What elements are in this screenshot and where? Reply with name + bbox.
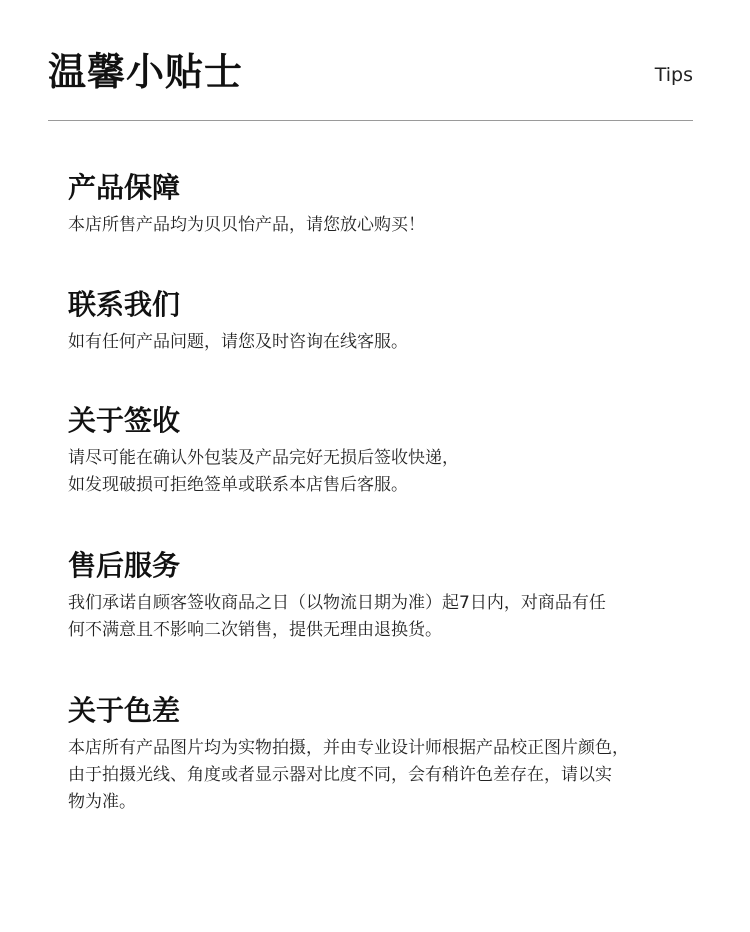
section-contact-us [68, 287, 700, 356]
section-product-guarantee [68, 170, 700, 239]
section-color-difference [68, 693, 700, 816]
section-title: 关于色差 [68, 694, 181, 727]
section-body-line: 请尽可能在确认外包装及产品完好无损后签收快递， [68, 448, 459, 468]
section-body-line: 由于拍摄光线、角度或者显示器对比度不同，会有稍许色差存在，请以实 [68, 765, 612, 785]
section-title: 关于签收 [68, 404, 181, 437]
section-title: 产品保障 [68, 171, 181, 204]
section-body [68, 445, 700, 499]
section-body [68, 590, 700, 644]
section-body-line: 如发现破损可拒绝签单或联系本店售后客服。 [68, 475, 408, 495]
section-body-line: 何不满意且不影响二次销售，提供无理由退换货。 [68, 620, 442, 640]
section-body [68, 735, 700, 816]
tips-header [48, 48, 693, 121]
section-body-line: 本店所有产品图片均为实物拍摄，并由专业设计师根据产品校正图片颜色， [68, 738, 629, 758]
page-title: 温馨小贴士 [48, 50, 244, 94]
section-after-sales [68, 548, 700, 644]
section-title: 售后服务 [68, 549, 181, 582]
section-body-line: 物为准。 [68, 792, 136, 812]
section-body-line: 如有任何产品问题，请您及时咨询在线客服。 [68, 332, 408, 352]
section-about-receipt [68, 403, 700, 499]
section-title: 联系我们 [68, 288, 181, 321]
section-body-line: 本店所售产品均为贝贝怡产品，请您放心购买！ [68, 215, 425, 235]
section-body [68, 212, 700, 239]
section-body [68, 329, 700, 356]
section-body-line: 我们承诺自顾客签收商品之日（以物流日期为准）起7日内，对商品有任 [68, 593, 606, 613]
page-subtitle: Tips [654, 64, 693, 86]
